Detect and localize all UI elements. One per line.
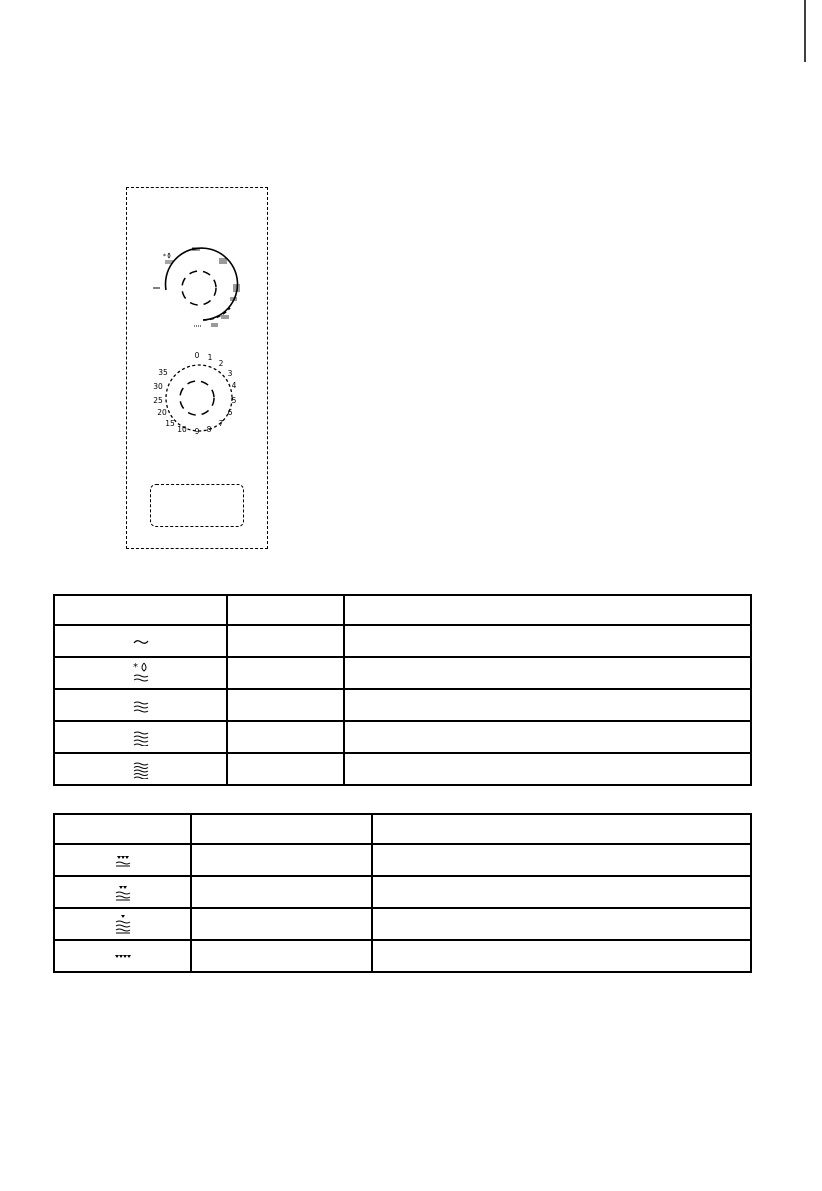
table-cell [372,908,751,940]
table-row [54,844,751,876]
table-cell [344,625,751,657]
table-cell [372,844,751,876]
combi-2-icon [114,885,132,901]
table-cell [191,940,372,972]
dial-icon-combi3 [211,324,218,326]
table-cell [191,844,372,876]
table-row [54,689,751,721]
header-cell [191,814,372,844]
header-cell [372,814,751,844]
timer-label-9: 9 [194,427,200,436]
table-cell [227,689,344,721]
timer-label-15: 15 [165,419,175,428]
grill-icon [114,953,132,961]
timer-label-20: 20 [157,408,167,417]
timer-label-3: 3 [227,369,233,378]
timer-label-10: 10 [177,425,187,434]
table-cell [372,940,751,972]
timer-label-1: 1 [207,353,213,362]
table-header-row [54,814,751,844]
grill-combi-table [53,813,752,973]
power-level-table [53,594,752,786]
timer-label-5: 5 [231,396,237,405]
timer-label-4: 4 [231,381,237,390]
power-dial [153,248,240,326]
table-cell [191,876,372,908]
icon-cell [54,753,227,785]
svg-text:*: * [163,253,166,260]
table-row [54,940,751,972]
icon-cell [54,721,227,753]
timer-label-8: 8 [206,425,212,434]
table-cell [227,657,344,689]
medium-low-power-icon [132,699,150,713]
timer-label-35: 35 [158,368,168,377]
high-power-icon [132,761,150,779]
dial-icon-combi2 [221,316,229,318]
table-row [54,721,751,753]
table-cell [227,625,344,657]
table-cell [344,689,751,721]
table-header-row [54,595,751,625]
combi-1-icon [114,854,132,868]
table-row [54,753,751,785]
table-cell [191,908,372,940]
header-cell [344,595,751,625]
combi-3-icon [114,914,132,934]
table-row [54,876,751,908]
defrost-icon [132,661,150,685]
timer-label-2: 2 [218,359,224,368]
header-cell [54,814,191,844]
icon-cell [54,689,227,721]
timer-label-6: 6 [227,408,233,417]
display-window [150,484,244,527]
table-cell [227,721,344,753]
low-power-wave-icon [133,637,149,647]
table-cell [372,876,751,908]
table-cell [227,753,344,785]
table-cell [344,657,751,689]
table-row [54,657,751,689]
icon-cell [54,940,191,972]
dial-icon-defrost [163,253,173,263]
icon-cell [54,908,191,940]
timer-label-0: 0 [194,351,200,360]
header-cell [54,595,227,625]
timer-label-25: 25 [153,396,163,405]
timer-label-30: 30 [153,382,163,391]
icon-cell [54,625,227,657]
timer-dial-labels [153,351,236,436]
dial-icon-medlow [219,259,227,263]
table-row [54,625,751,657]
icon-cell [54,657,227,689]
table-row [54,908,751,940]
header-cell [227,595,344,625]
svg-text:*: * [132,662,138,673]
icon-cell [54,876,191,908]
icon-cell [54,844,191,876]
table-cell [344,753,751,785]
timer-label-7: 7 [218,419,224,428]
table-cell [344,721,751,753]
medium-power-icon [132,730,150,746]
